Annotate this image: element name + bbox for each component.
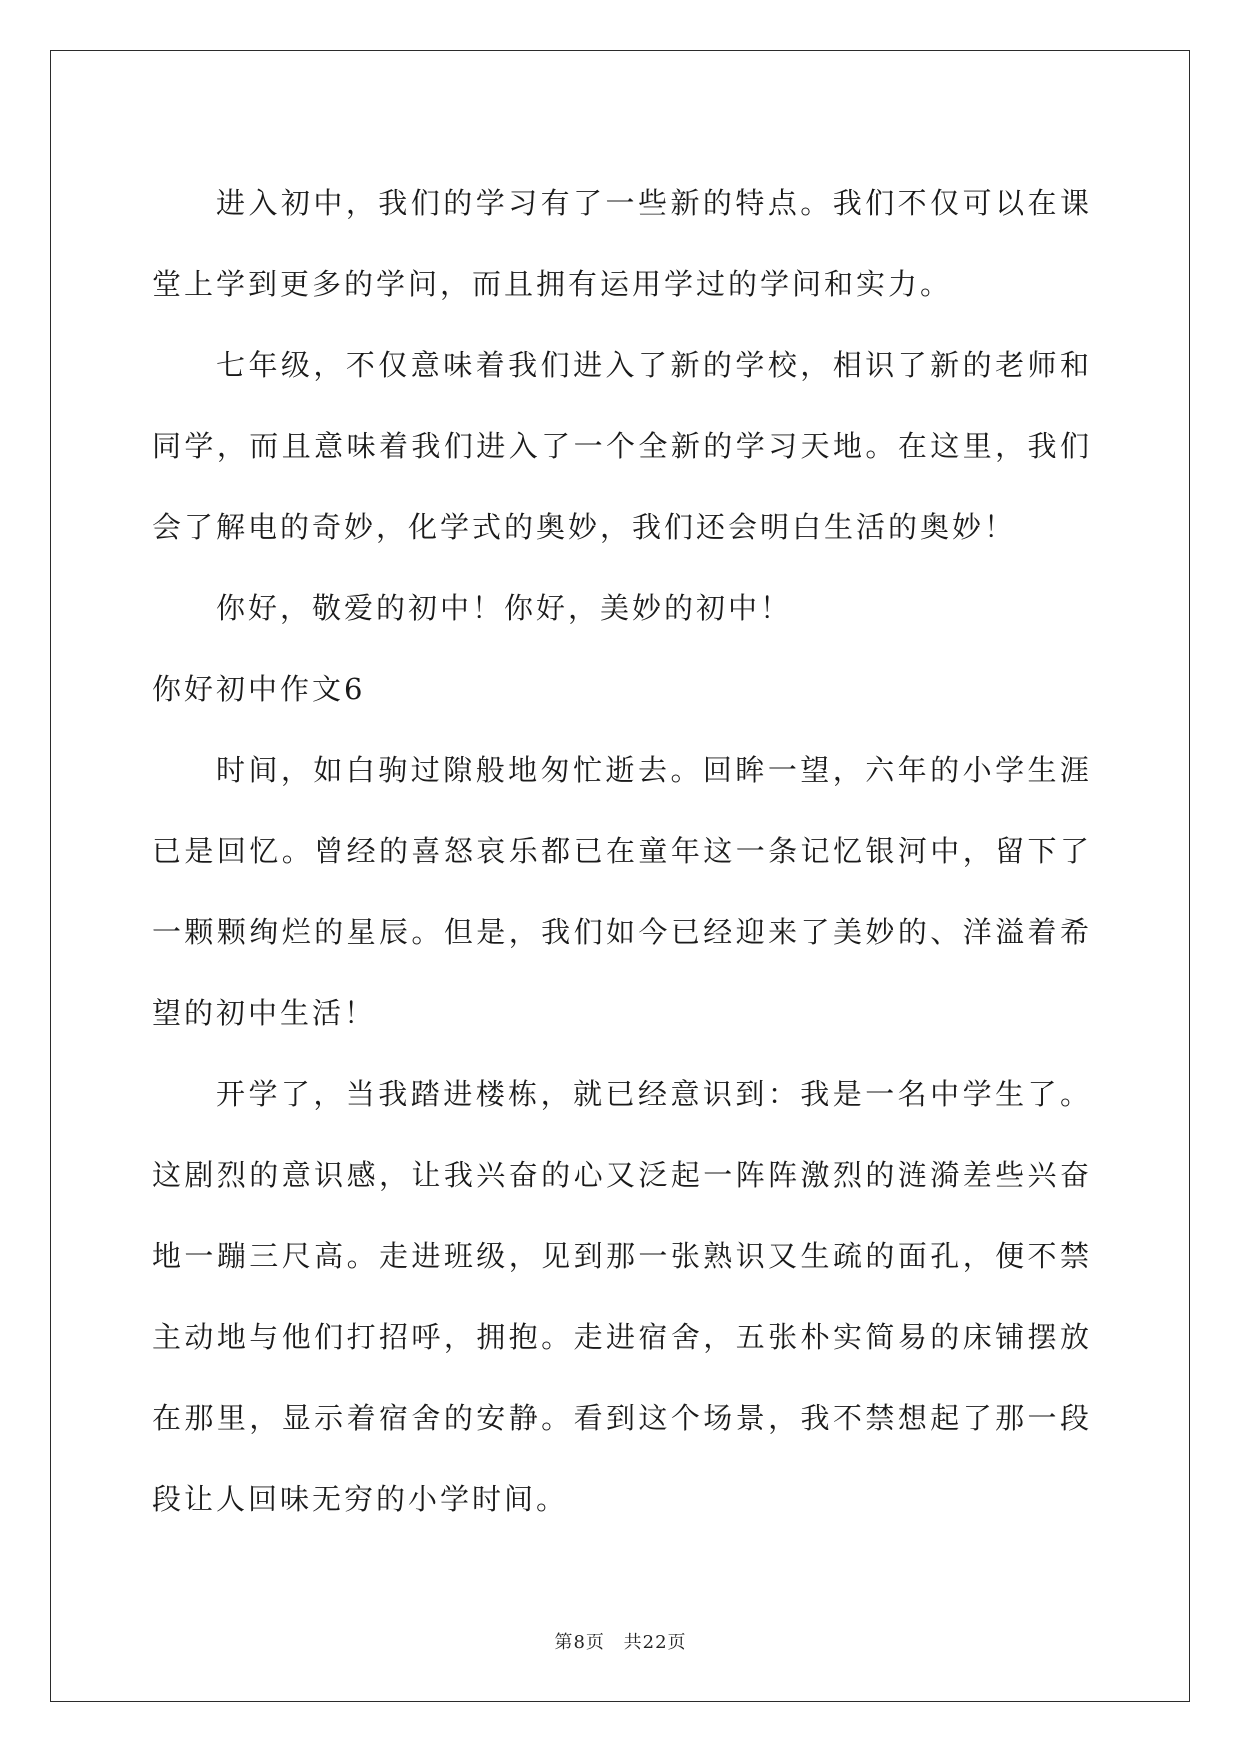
section-heading: 你好初中作文6 [152, 672, 366, 706]
paragraph-5: 开学了，当我踏进楼栋，就已经意识到：我是一名中学生了。这剧烈的意识感，让我兴奋的心又泛起一阵阵激烈的涟漪差些兴奋地一蹦三尺高。走进班级，见到那一张熟识又生疏的面孔，便不禁主动地与他们打招呼，拥抱。走进宿舍，五张朴实简易的床铺摆放在那里，显示着宿舍的安静。看到这个场景，我不禁想起了那一段段让人回味无穷的小学时间。 [152, 1077, 1092, 1516]
page-footer [0, 1628, 1241, 1654]
paragraph-1: 进入初中，我们的学习有了一些新的特点。我们不仅可以在课堂上学到更多的学问，而且拥有运用学过的学问和实力。 [152, 186, 1092, 301]
page-total: 共22页 [623, 1632, 687, 1653]
paragraph-4: 时间，如白驹过隙般地匆忙逝去。回眸一望，六年的小学生涯已是回忆。曾经的喜怒哀乐都已在童年这一条记忆银河中，留下了一颗颗绚烂的星辰。但是，我们如今已经迎来了美妙的、洋溢着希望的初中生活！ [152, 753, 1092, 1030]
document-body [152, 163, 1092, 1540]
paragraph-3: 你好，敬爱的初中！你好，美妙的初中！ [216, 591, 793, 625]
paragraph-2: 七年级，不仅意味着我们进入了新的学校，相识了新的老师和同学，而且意味着我们进入了一个全新的学习天地。在这里，我们会了解电的奇妙，化学式的奥妙，我们还会明白生活的奥妙！ [152, 348, 1092, 544]
page-number: 第8页 [554, 1632, 605, 1653]
